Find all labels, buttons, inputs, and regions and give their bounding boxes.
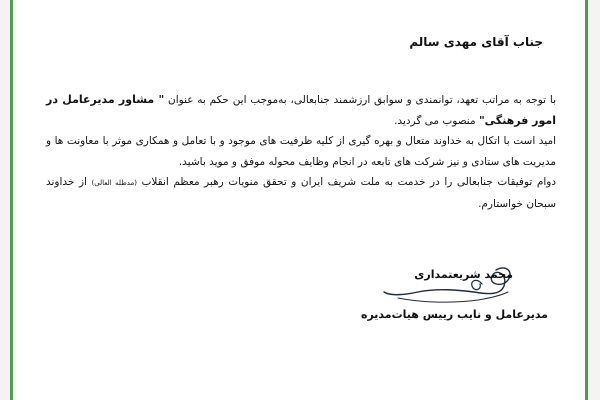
page-edge-right xyxy=(588,0,600,400)
letter-body xyxy=(46,90,556,214)
appointment-role: " مشاور مدیرعامل در امور فرهنگی" xyxy=(46,93,556,127)
signature-block xyxy=(328,262,548,332)
page-edge-left xyxy=(0,0,10,400)
signatory-name: محمد شریعتمداری xyxy=(414,268,513,281)
appointment-intro: با توجه به مراتب تعهد، توانمندی و سوابق ارزشمند جنابعالی، به‌موجب این حکم به عنوان xyxy=(164,94,556,106)
letter-paragraph-closing xyxy=(46,172,556,214)
closing-start: دوام توفیقات جنابعالی را در خدمت به ملت شریف ایران و تحقق منویات رهبر معظم انقلاب xyxy=(136,176,556,188)
appointment-end: منصوب می گردید. xyxy=(394,114,479,127)
leader-honorific: (مدظله العالی) xyxy=(91,179,137,187)
green-border-left xyxy=(10,0,13,400)
letter-paragraph-hope: امید است با اتکال به خداوند متعال و بهره گیری از کلیه ظرفیت های موجود و با تعامل و همکاری موثر با معاونت ها و مدیریت های ستادی و نیز شرکت های تابعه در انجام وظایف محوله موفق و موید باشید. xyxy=(46,135,556,168)
letter-salutation: جناب آقای مهدی سالم xyxy=(409,35,543,49)
letter-page xyxy=(18,0,578,400)
letter-paragraph-appointment xyxy=(46,90,556,131)
signatory-title: مدیرعامل و نایب رییس هیات‌مدیره xyxy=(360,308,548,321)
closing-end: از خداوند سبحان خواستارم. xyxy=(46,176,556,210)
